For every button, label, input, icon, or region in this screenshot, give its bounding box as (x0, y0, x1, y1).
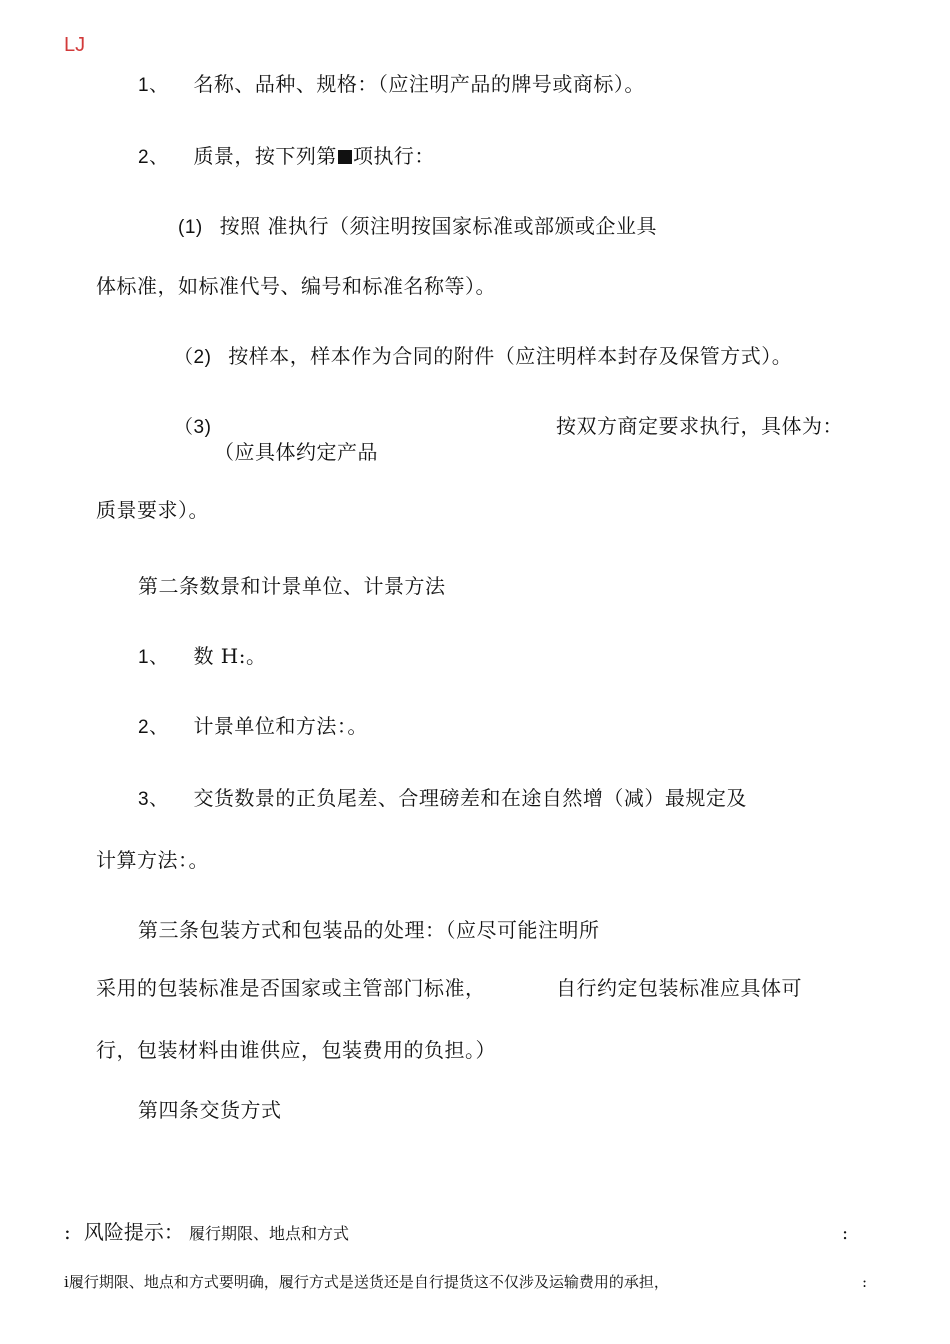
risk-label: 风险提示： (83, 1220, 184, 1244)
risk-prefix: : (64, 1220, 71, 1244)
item-2-text-a: 质景，按下列第 (193, 144, 337, 168)
risk-title: 履行期限、地点和方式 (188, 1224, 349, 1243)
risk-right-colon: : (842, 1223, 849, 1244)
item-2-text-b: 项执行： (352, 144, 435, 168)
article-2-title: 第二条数景和计景单位、计景方法 (138, 574, 446, 598)
risk-notice-heading (64, 1222, 349, 1244)
article-2-item-2-number: 2、 (138, 717, 169, 738)
article-2-item-2-text: 计景单位和方法：。 (193, 714, 368, 738)
corner-mark: LJ (64, 34, 86, 56)
risk-body-right: : (862, 1273, 868, 1291)
sub-item-3-text: 按双方商定要求执行，具体为： (556, 414, 843, 438)
article-2-item-2 (138, 714, 368, 740)
sub-item-3-subtext: （应具体约定产品 (214, 440, 378, 464)
sub-item-1-text: 按照 准执行（须注明按国家标准或部颁或企业具 (219, 214, 657, 238)
sub-item-1-number: (1) (178, 217, 203, 238)
article-3-continuation-right: 自行约定包装标准应具体可 (556, 976, 802, 1000)
sub-item-1 (178, 214, 657, 240)
article-2-item-1-number: 1、 (138, 647, 169, 668)
item-1-text: 名称、品种、规格：（应注明产品的牌号或商标）。 (193, 72, 645, 96)
filled-square-icon (338, 150, 352, 164)
sub-item-1-continuation: 体标准，如标准代号、编号和标准名称等）。 (96, 274, 496, 298)
article-2-item-1 (138, 644, 266, 670)
item-2-number: 2、 (138, 147, 169, 168)
sub-item-3-continuation: 质景要求）。 (96, 498, 209, 522)
article-2-item-3-number: 3、 (138, 789, 169, 810)
sub-item-2-number: （2) (174, 347, 212, 368)
risk-body (64, 1272, 669, 1292)
risk-body-text: 履行期限、地点和方式要明确，履行方式是送货还是自行提货这不仅涉及运输费用的承担， (68, 1273, 669, 1291)
article-3-continuation-2: 行，包装材料由谁供应，包装费用的负担。） (96, 1038, 496, 1062)
item-2 (138, 144, 435, 170)
article-3-text: 第三条包装方式和包装品的处理：（应尽可能注明所 (138, 918, 600, 942)
sub-item-3-number: （3) (174, 417, 212, 438)
article-2-item-3-continuation: 计算方法：。 (96, 848, 209, 872)
sub-item-2-text: 按样本，样本作为合同的附件（应注明样本封存及保管方式）。 (228, 344, 793, 368)
risk-body-prefix: i (64, 1273, 69, 1291)
item-1-number: 1、 (138, 75, 169, 96)
item-1 (138, 72, 645, 98)
sub-item-2 (174, 344, 792, 370)
article-2-item-3-text: 交货数景的正负尾差、合理磅差和在途自然增（减）最规定及 (193, 786, 747, 810)
article-4-title: 第四条交货方式 (138, 1098, 282, 1122)
article-3-continuation-left: 采用的包装标准是否国家或主管部门标准， (96, 976, 486, 1000)
article-2-item-3 (138, 786, 747, 812)
article-2-item-1-text: 数 H:。 (193, 644, 267, 668)
